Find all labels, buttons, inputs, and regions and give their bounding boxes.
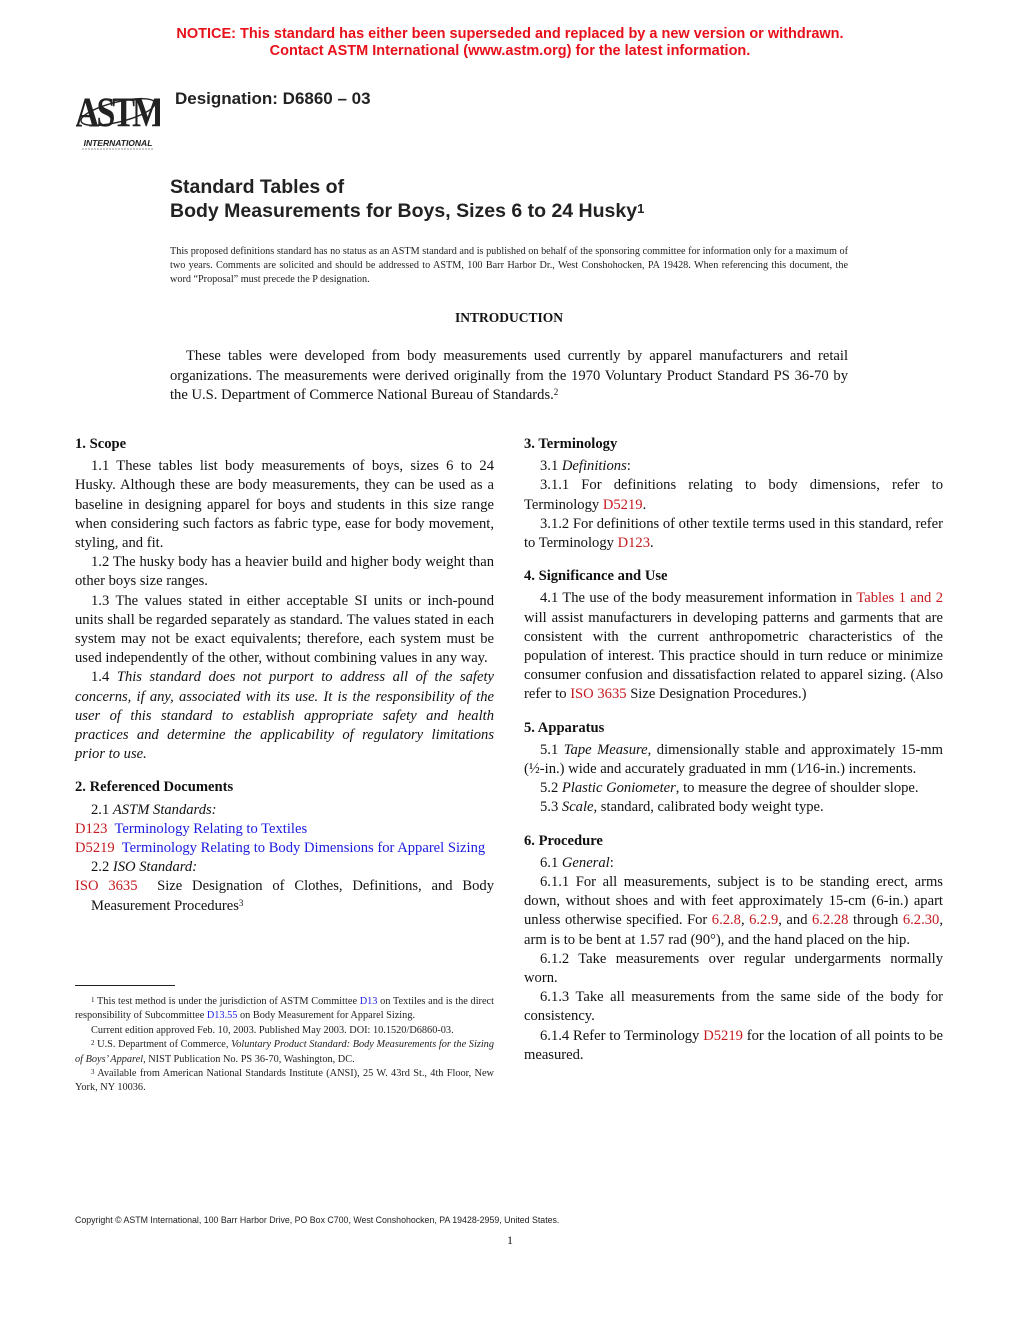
paragraph-3-1-2: 3.1.2 For definitions of other textile terms used in this standard, refer to Terminology D123. xyxy=(524,515,943,552)
link-d13[interactable]: D13 xyxy=(359,996,378,1007)
link-d5219[interactable]: D5219 xyxy=(703,1027,743,1044)
page-number: 1 xyxy=(507,1233,513,1247)
paragraph-1-3: 1.3 The values stated in either acceptable SI units or inch-pound units shall be regarded separately as standard. The values stated in each system may not be exact equivalents; therefore, each system must be used independently of the other, without combining values in any way. xyxy=(75,592,494,667)
paragraph-2-1: 2.1 ASTM Standards: xyxy=(91,801,217,818)
paragraph-1-1: 1.1 These tables list body measurements of boys, sizes 6 to 24 Husky. Although these are body measurements, they can be used as a baseline in designing apparel for boys and students in this size range when considering such factors as fabric type, ease for body movement, styling, and fit. xyxy=(75,458,494,552)
link-d123-title[interactable]: Terminology Relating to Textiles xyxy=(114,820,308,837)
link-iso-3635[interactable]: ISO 3635 xyxy=(570,686,627,703)
link-tables-1-2[interactable]: Tables 1 and 2 xyxy=(856,590,943,607)
title-line-2: Body Measurements for Boys, Sizes 6 to 24 Husky$^1$ xyxy=(170,200,645,222)
copyright-footer: Copyright © ASTM International, 100 Barr Harbor Drive, PO Box C700, West Conshohocken, PA 19428-2959, United States. xyxy=(75,1215,560,1225)
right-column xyxy=(524,435,943,1065)
svg-text:ASTM: ASTM xyxy=(76,90,160,137)
paragraph-6-1-4: 6.1.4 Refer to Terminology D5219 for the location of all points to be measured. xyxy=(524,1027,943,1063)
ref-d5219 xyxy=(75,839,494,858)
paragraph-5-2: 5.2 Plastic Goniometer, to measure the degree of shoulder slope. xyxy=(540,780,919,797)
paragraph-5-1: 5.1 Tape Measure, dimensionally stable and approximately 15-mm (½-in.) wide and accurately graduated in mm (1⁄16-in.) increments. xyxy=(524,741,944,778)
proposal-notice: This proposed definitions standard has no status as an ASTM standard and is published on behalf of the sponsoring committee for information only for a maximum of two years. Comments are solicited and should be addressed to ASTM, 100 Barr Harbor Dr., West Conshohocken, PA 19428. When referencing this document, the word “Proposal” must precede the P designation. xyxy=(170,246,848,285)
paragraph-4-1: 4.1 The use of the body measurement information in Tables 1 and 2 will assist manufacturers in developing patterns and garments that are consistent with the current anthropometric characteristics of the population of interest. This practice should in turn reduce or minimize consumer confusion and dissatisfaction related to apparel sizing. (Also refer to ISO 3635 Size Designation Procedures.) xyxy=(524,590,943,703)
svg-text:INTERNATIONAL: INTERNATIONAL xyxy=(83,138,153,148)
paragraph-6-1-3: 6.1.3 Take all measurements from the same side of the body for consistency. xyxy=(524,989,943,1025)
astm-logo-icon xyxy=(76,78,160,150)
link-6-2-28[interactable]: 6.2.28 xyxy=(811,912,849,929)
paragraph-2-2: 2.2 ISO Standard: xyxy=(91,859,198,876)
section-procedure-heading: 6. Procedure xyxy=(524,832,603,849)
link-d123[interactable]: D123 xyxy=(75,820,108,837)
footnotes xyxy=(75,995,494,1096)
paragraph-1-2: 1.2 The husky body has a heavier build and higher body weight than other boys size ranges. xyxy=(75,554,494,590)
designation: Designation: D6860 – 03 xyxy=(175,89,371,108)
left-column xyxy=(75,435,494,916)
link-d13-55[interactable]: D13.55 xyxy=(206,1010,238,1022)
link-d5219-title[interactable]: Terminology Relating to Body Dimensions for Apparel Sizing xyxy=(121,840,486,857)
paragraph-1-4: 1.4 This standard does not purport to address all of the safety concerns, if any, associated with its use. It is the responsibility of the user of this standard to establish appropriate safety and health practices and determine the applicability of regulatory limitations prior to use. xyxy=(75,669,494,763)
title-footnote-mark: 1 xyxy=(637,201,645,216)
ref-iso-3635: ISO 3635 Size Designation of Clothes, Definitions, and Body Measurement Procedures$^3$ xyxy=(75,878,495,914)
link-d5219[interactable]: D5219 xyxy=(602,496,643,513)
paragraph-3-1: 3.1 Definitions: xyxy=(540,458,631,475)
link-d123[interactable]: D123 xyxy=(617,535,650,552)
ref-d123 xyxy=(75,820,494,839)
link-6-2-8[interactable]: 6.2.8 xyxy=(711,912,741,929)
section-apparatus-heading: 5. Apparatus xyxy=(524,719,605,736)
notice-line-1: NOTICE: This standard has either been superseded and replaced by a new version or withdrawn. xyxy=(176,26,844,42)
title-line-1: Standard Tables of xyxy=(170,176,345,198)
link-iso-3635[interactable]: ISO 3635 xyxy=(75,878,138,895)
footnote-2: $^2$ U.S. Department of Commerce, Voluntary Product Standard: Body Measurements for the Sizing of Boys’ Apparel, NIST Publication No. PS 36-70, Washington, DC. xyxy=(75,1039,494,1065)
introduction-body: These tables were developed from body measurements used currently by apparel manufacturers and retail organizations. The measurements were derived originally from the 1970 Voluntary Product Standard PS 36-70 by the U.S. Department of Commerce National Bureau of Standards.$^2$ xyxy=(170,348,848,403)
section-terminology-heading: 3. Terminology xyxy=(524,436,618,452)
document-title xyxy=(170,175,644,223)
paragraph-5-3: 5.3 Scale, standard, calibrated body weight type. xyxy=(540,799,824,816)
footnote-mark: 2 xyxy=(553,387,559,397)
superseded-notice xyxy=(0,26,1020,60)
section-scope-heading: 1. Scope xyxy=(75,436,127,452)
section-referenced-documents-heading: 2. Referenced Documents xyxy=(75,779,234,796)
link-6-2-9[interactable]: 6.2.9 xyxy=(749,912,779,929)
section-significance-heading: 4. Significance and Use xyxy=(524,568,668,585)
paragraph-6-1-1: 6.1.1 For all measurements, subject is to be standing erect, arms down, without shoes and with feet approximately 15-cm (6-in.) apart unless otherwise specified. For 6.2.8, 6.2.9, and 6.2.28 through 6.2.30, arm is to be bent at 1.57 rad (90°), and the hand placed on the hip. xyxy=(524,874,943,948)
footnote-divider xyxy=(75,985,175,986)
paragraph-6-1: 6.1 General: xyxy=(540,854,614,871)
notice-line-2: Contact ASTM International (www.astm.org) for the latest information. xyxy=(269,43,751,59)
introduction-heading: INTRODUCTION xyxy=(454,310,563,325)
footnote-1-edition: Current edition approved Feb. 10, 2003. Published May 2003. DOI: 10.1520/D6860-03. xyxy=(91,1024,454,1036)
link-d5219[interactable]: D5219 xyxy=(75,840,115,857)
link-6-2-30[interactable]: 6.2.30 xyxy=(902,912,940,929)
footnote-3: $^3$ Available from American National Standards Institute (ANSI), 25 W. 43rd St., 4th Floor, New York, NY 10036. xyxy=(75,1068,494,1094)
paragraph-3-1-1: 3.1.1 For definitions relating to body dimensions, refer to Terminology D5219. xyxy=(524,477,943,513)
footnote-1: $^1$ This test method is under the jurisdiction of ASTM Committee D13 on Textiles and is the direct responsibility of Subcommittee D13.55 on Body Measurement for Apparel Sizing. xyxy=(75,996,494,1022)
paragraph-6-1-2: 6.1.2 Take measurements over regular undergarments normally worn. xyxy=(524,950,943,987)
